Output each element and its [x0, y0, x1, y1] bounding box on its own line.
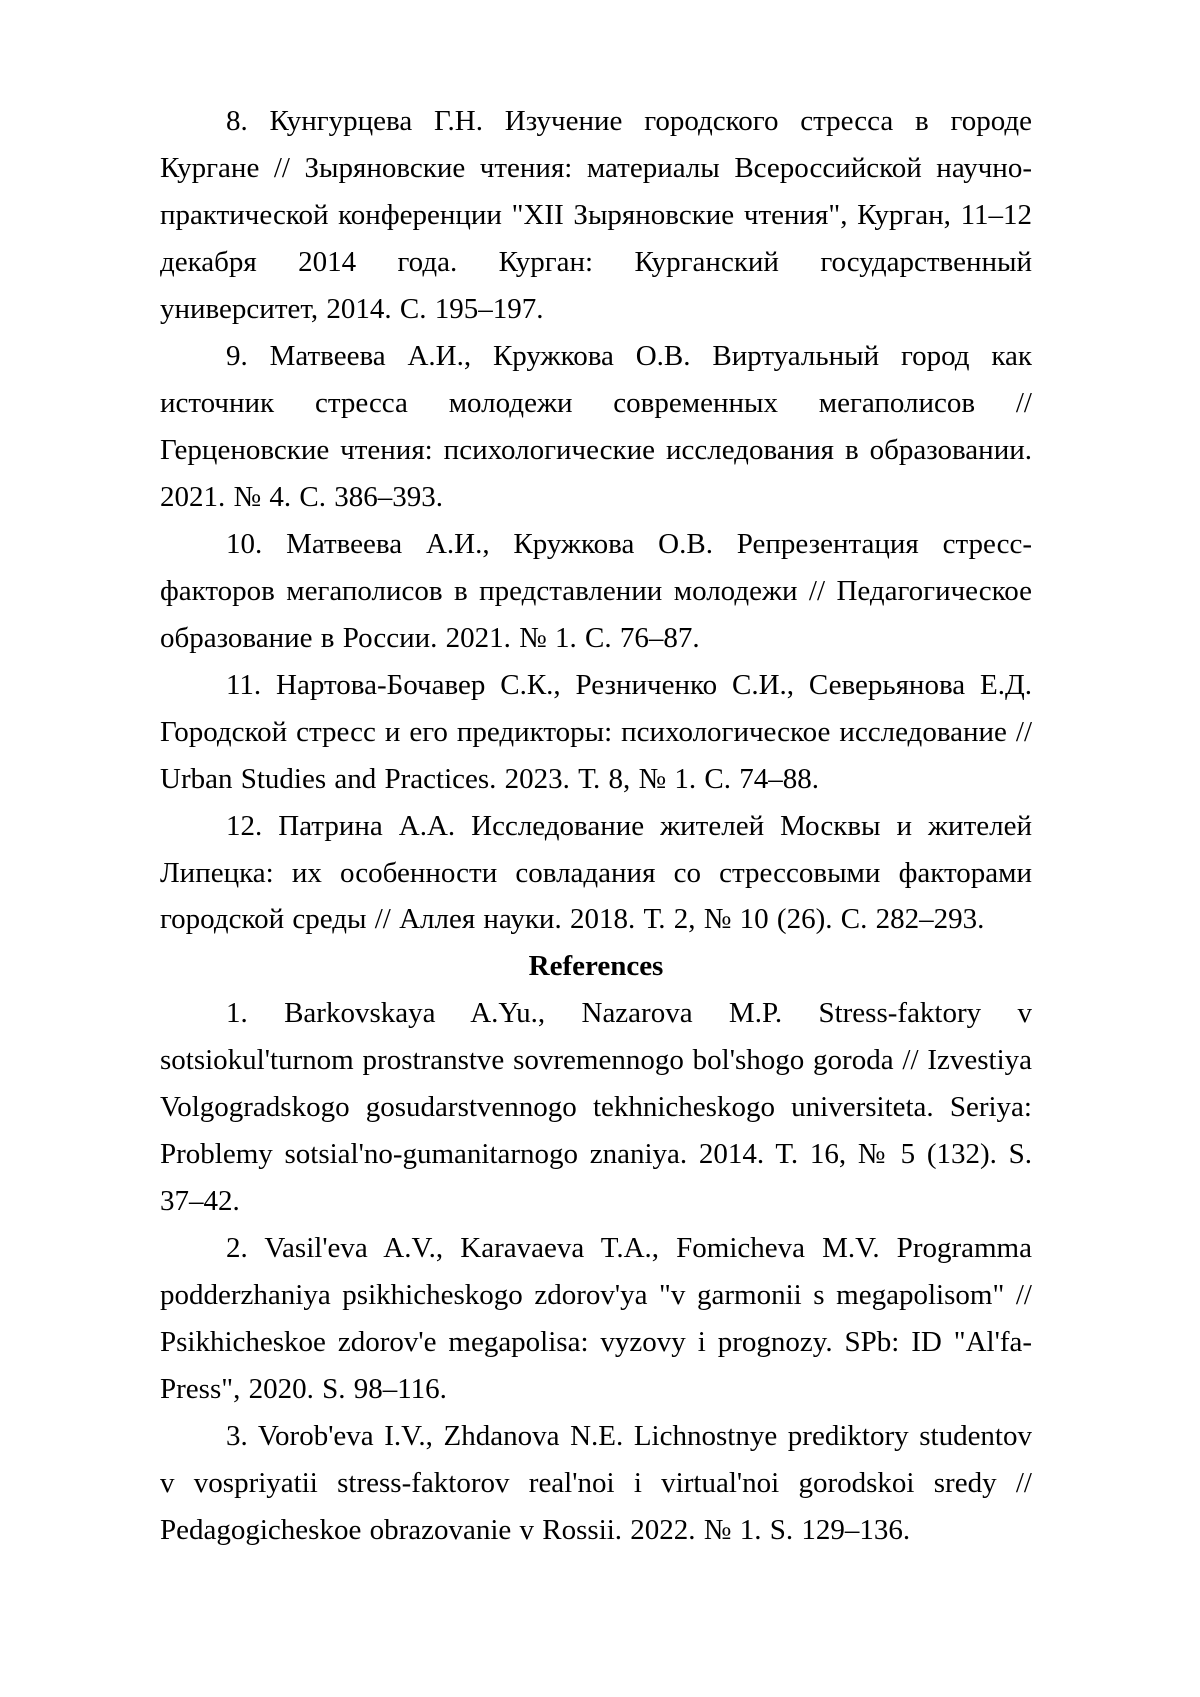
reference-item-11: 11. Нартова-Бочавер С.К., Резниченко С.И., Северьянова Е.Д. Городской стресс и его предикторы: психологическое исследование // Urban Studies and Practices. 2023. Т. 8, № 1. С. 74–88.	[160, 668, 1032, 795]
reference-item-en-3: 3. Vorob'eva I.V., Zhdanova N.E. Lichnostnye prediktory studentov v vospriyatii stress-faktorov real'noi i virtual'noi gorodskoi sredy // Pedagogicheskoe obrazovanie v Rossii. 2022. № 1. S. 129–136.	[160, 1420, 1032, 1547]
references-heading: References	[528, 950, 664, 983]
reference-item-10: 10. Матвеева А.И., Кружкова О.В. Репрезентация стресс-факторов мегаполисов в представлении молодежи // Педагогическое образование в России. 2021. № 1. С. 76–87.	[160, 527, 1032, 654]
reference-item-8: 8. Кунгурцева Г.Н. Изучение городского стресса в городе Кургане // Зыряновские чтения: материалы Всероссийской научно-практической конференции "XII Зыряновские чтения", Курган, 11–12 декабря 2014 года. Курган: Курганский государственный университет, 2014. С. 195–197.	[160, 105, 1032, 325]
reference-item-en-2: 2. Vasil'eva A.V., Karavaeva T.A., Fomicheva M.V. Programma podderzhaniya psikhicheskogo zdorov'ya "v garmonii s megapolisom" // Psikhicheskoe zdorov'e megapolisa: vyzovy i prognozy. SPb: ID "Al'fa-Press", 2020. S. 98–116.	[160, 1232, 1032, 1406]
reference-item-12: 12. Патрина А.А. Исследование жителей Москвы и жителей Липецка: их особенности совладания со стрессовыми факторами городской среды // Аллея науки. 2018. Т. 2, № 10 (26). С. 282–293.	[160, 809, 1032, 936]
reference-item-9: 9. Матвеева А.И., Кружкова О.В. Виртуальный город как источник стресса молодежи современных мегаполисов // Герценовские чтения: психологические исследования в образовании. 2021. № 4. С. 386–393.	[160, 339, 1032, 513]
reference-item-en-1: 1. Barkovskaya A.Yu., Nazarova M.P. Stress-faktory v sotsiokul'turnom prostranstve sovremennogo bol'shogo goroda // Izvestiya Volgogradskogo gosudarstvennogo tekhnicheskogo universiteta. Seriya: Problemy sotsial'no-gumanitarnogo znaniya. 2014. T. 16, № 5 (132). S. 37–42.	[160, 997, 1032, 1218]
